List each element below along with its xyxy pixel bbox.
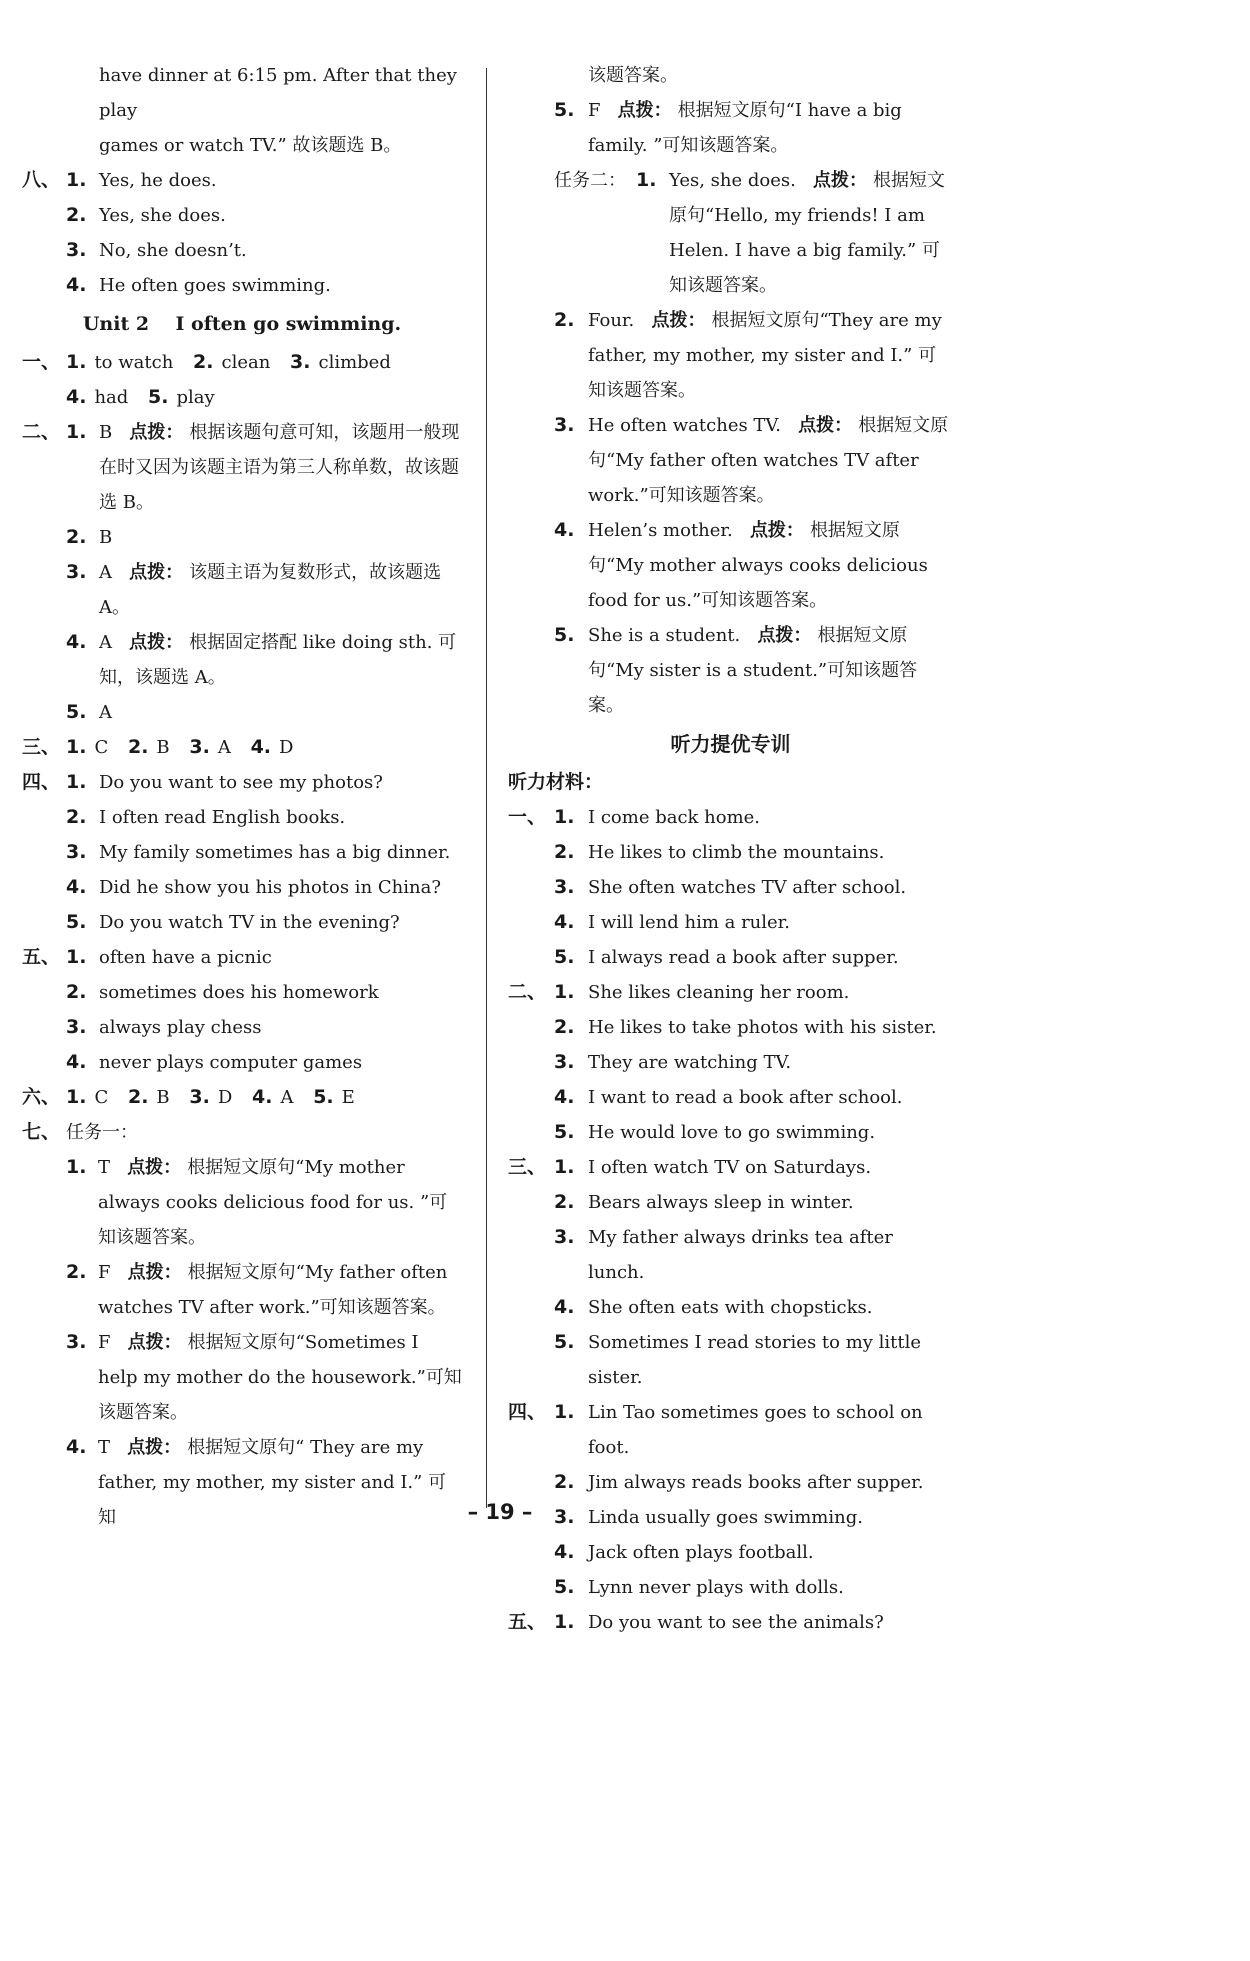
question-number: 3. (66, 841, 87, 863)
listening-text: Lynn never plays with dolls. (588, 1577, 844, 1598)
listening-item (508, 975, 953, 1010)
answer-text: Did he show you his photos in China? (99, 877, 441, 898)
section-label: 二、 (508, 981, 547, 1003)
question-number: 1. (66, 1156, 87, 1178)
listening-text: They are watching TV. (588, 1052, 792, 1073)
section-label: 五、 (508, 1611, 547, 1633)
answer-item (22, 695, 462, 730)
question-number: 1. (66, 771, 87, 793)
left-column (22, 58, 462, 1535)
question-number: 1. (554, 981, 575, 1003)
listening-item (508, 1465, 953, 1500)
listening-text: My father always drinks tea after lunch. (588, 1227, 893, 1283)
question-number: 4. (554, 1296, 575, 1318)
answer-text: Do you watch TV in the evening? (99, 912, 400, 933)
answer-text: F 点拨： 根据短文原句“I have a big family. ”可知该题答案。 (588, 100, 902, 156)
answer-item (22, 765, 462, 800)
question-number: 4. (66, 1436, 87, 1458)
section-label: 八、 (22, 169, 61, 191)
listening-text: He likes to climb the mountains. (588, 842, 885, 863)
question-number: 3. (554, 1506, 575, 1528)
section-label: 三、 (508, 1156, 547, 1178)
answer-item (22, 800, 462, 835)
question-number: 2. (66, 204, 87, 226)
answer-text: Four. 点拨： 根据短文原句“They are my father, my mother, my sister and I.” 可知该题答案。 (588, 310, 942, 401)
question-number: 4. (66, 274, 87, 296)
answer-item (508, 513, 953, 618)
right-column (508, 58, 953, 1640)
answer-item (22, 555, 462, 625)
listening-text: I will lend him a ruler. (588, 912, 791, 933)
answer-item (22, 1010, 462, 1045)
materials-label: 听力材料： (508, 771, 604, 793)
question-number: 1. (554, 1611, 575, 1633)
listening-text: She often watches TV after school. (588, 877, 907, 898)
question-number: 2. (554, 1471, 575, 1493)
listening-text: Jim always reads books after supper. (588, 1472, 924, 1493)
question-number: 4. (554, 1086, 575, 1108)
listening-text: Jack often plays football. (588, 1542, 814, 1563)
task-label: 任务一： (66, 1122, 138, 1143)
column-divider (486, 68, 487, 1508)
answer-item (22, 940, 462, 975)
question-number: 5. (66, 701, 87, 723)
question-number: 2. (66, 981, 87, 1003)
section-label: 三、 (22, 736, 61, 758)
question-number: 2. (554, 309, 575, 331)
listening-text: Do you want to see the animals? (588, 1612, 884, 1633)
answer-text: F 点拨： 根据短文原句“My father often watches TV after work.”可知该题答案。 (98, 1262, 448, 1318)
question-number: 2. (66, 1261, 87, 1283)
answer-item (22, 1080, 462, 1115)
question-number: 4. (66, 1051, 87, 1073)
listening-item (508, 1535, 953, 1570)
answer-text: My family sometimes has a big dinner. (99, 842, 451, 863)
question-number: 3. (66, 561, 87, 583)
question-number: 1. (66, 421, 87, 443)
answer-line: 4. had 5. play (66, 386, 215, 408)
answer-text: A 点拨： 该题主语为复数形式，故该题选 A。 (99, 562, 442, 618)
listening-item (508, 905, 953, 940)
listening-text: He likes to take photos with his sister. (588, 1017, 937, 1038)
section-label: 六、 (22, 1086, 61, 1108)
question-number: 3. (554, 876, 575, 898)
answer-item (22, 625, 462, 695)
listening-text: She likes cleaning her room. (588, 982, 850, 1003)
question-number: 3. (66, 1016, 87, 1038)
answer-item (508, 303, 953, 408)
answer-line: 1. C 2. B 3. A 4. D (66, 736, 294, 758)
answer-text: No, she doesn’t. (99, 240, 247, 261)
answer-item (22, 975, 462, 1010)
answer-text: always play chess (99, 1017, 262, 1038)
answer-item (22, 198, 462, 233)
question-number: 2. (66, 526, 87, 548)
listening-item (508, 1395, 953, 1465)
question-number: 2. (554, 1191, 575, 1213)
listening-text: He would love to go swimming. (588, 1122, 876, 1143)
answer-item (22, 1115, 462, 1150)
answer-item (22, 163, 462, 198)
question-number: 3. (554, 414, 575, 436)
question-number: 2. (66, 806, 87, 828)
listening-text: Linda usually goes swimming. (588, 1507, 863, 1528)
continued-answer: have dinner at 6:15 pm. After that they play (99, 65, 457, 121)
answer-item (22, 870, 462, 905)
listening-text: I always read a book after supper. (588, 947, 899, 968)
question-number: 5. (66, 911, 87, 933)
section-label: 五、 (22, 946, 61, 968)
section-label: 一、 (22, 351, 61, 373)
listening-text: She often eats with chopsticks. (588, 1297, 873, 1318)
answer-item (22, 345, 462, 380)
question-number: 2. (554, 841, 575, 863)
answer-text: never plays computer games (99, 1052, 363, 1073)
question-number: 5. (554, 99, 575, 121)
question-number: 4. (66, 631, 87, 653)
question-number: 3. (554, 1051, 575, 1073)
listening-item (508, 1185, 953, 1220)
answer-text: Do you want to see my photos? (99, 772, 383, 793)
section-label: 一、 (508, 806, 547, 828)
answer-item (22, 1045, 462, 1080)
answer-line: 1. C 2. B 3. D 4. A 5. E (66, 1086, 355, 1108)
listening-item (508, 1220, 953, 1290)
answer-text: B 点拨： 根据该题句意可知，该题用一般现在时又因为该题主语为第三人称单数，故该题选 B。 (99, 422, 460, 513)
answer-text: Yes, he does. (99, 170, 217, 191)
answer-text: T 点拨： 根据短文原句“ They are my father, my mother, my sister and I.” 可知 (98, 1437, 447, 1528)
answer-item (508, 163, 953, 303)
task-label: 任务二： (554, 170, 626, 191)
section-label: 七、 (22, 1121, 61, 1143)
question-number: 5. (554, 1331, 575, 1353)
listening-item (508, 1115, 953, 1150)
listening-item (508, 1290, 953, 1325)
question-number: 1. (66, 946, 87, 968)
listening-item (508, 1045, 953, 1080)
question-number: 5. (554, 946, 575, 968)
question-number: 3. (66, 239, 87, 261)
question-number: 4. (554, 911, 575, 933)
listening-text: I often watch TV on Saturdays. (588, 1157, 872, 1178)
answer-text: A 点拨： 根据固定搭配 like doing sth. 可知，该题选 A。 (99, 632, 457, 688)
answer-item (22, 835, 462, 870)
answer-text: often have a picnic (99, 947, 272, 968)
listening-item (508, 1605, 953, 1640)
answer-text: She is a student. 点拨： 根据短文原句“My sister is a student.”可知该题答案。 (588, 625, 918, 716)
answer-text: He often watches TV. 点拨： 根据短文原句“My father often watches TV after work.”可知该题答案。 (588, 415, 949, 506)
listening-item (508, 1080, 953, 1115)
answer-item (22, 905, 462, 940)
answer-item (22, 268, 462, 303)
question-number: 2. (554, 1016, 575, 1038)
answer-item (508, 93, 953, 163)
question-number: 4. (554, 519, 575, 541)
question-number: 1. (554, 1401, 575, 1423)
question-number: 1. (554, 806, 575, 828)
answer-text: I often read English books. (99, 807, 346, 828)
question-number: 5. (554, 624, 575, 646)
answer-text: F 点拨： 根据短文原句“Sometimes I help my mother do the housework.”可知该题答案。 (98, 1332, 462, 1423)
listening-item (508, 1325, 953, 1395)
answer-text: Helen’s mother. 点拨： 根据短文原句“My mother always cooks delicious food for us.”可知该题答案。 (588, 520, 928, 611)
listening-text: Lin Tao sometimes goes to school on foot. (588, 1402, 923, 1458)
answer-item (22, 1325, 462, 1430)
listening-item (508, 800, 953, 835)
answer-text: T 点拨： 根据短文原句“My mother always cooks delicious food for us. ”可知该题答案。 (98, 1157, 448, 1248)
listening-item (508, 1150, 953, 1185)
question-number: 1. (554, 1156, 575, 1178)
listening-item (508, 1010, 953, 1045)
answer-item (508, 618, 953, 723)
answer-text: B (99, 527, 113, 548)
question-number: 5. (554, 1121, 575, 1143)
section-label: 四、 (22, 771, 61, 793)
answer-item (22, 520, 462, 555)
question-number: 5. (554, 1576, 575, 1598)
listening-item (508, 940, 953, 975)
answer-item (22, 233, 462, 268)
listening-item (508, 870, 953, 905)
page-number: – 19 – (467, 1500, 533, 1524)
listening-text: Sometimes I read stories to my little sister. (588, 1332, 922, 1388)
answer-text: He often goes swimming. (99, 275, 331, 296)
answer-item (22, 415, 462, 520)
section-label: 四、 (508, 1401, 547, 1423)
listening-text: Bears always sleep in winter. (588, 1192, 854, 1213)
answer-line: 1. to watch 2. clean 3. climbed (66, 351, 391, 373)
question-number: 3. (66, 1331, 87, 1353)
listening-item (508, 1570, 953, 1605)
answer-text: Yes, she does. 点拨： 根据短文原句“Hello, my friends! I am Helen. I have a big family.” 可知该题答案。 (669, 170, 945, 296)
answer-item (22, 380, 462, 415)
question-number: 1. (66, 169, 87, 191)
continued-answer: 该题答案。 (588, 65, 678, 86)
listening-title: 听力提优专训 (670, 732, 791, 756)
unit-title: Unit 2 I often go swimming. (82, 313, 402, 335)
section-label: 二、 (22, 421, 61, 443)
answer-item (22, 730, 462, 765)
answer-text: A (99, 702, 112, 723)
answer-item (22, 1150, 462, 1255)
answer-text: sometimes does his homework (99, 982, 379, 1003)
question-number: 4. (554, 1541, 575, 1563)
answer-text: Yes, she does. (99, 205, 226, 226)
question-number: 4. (66, 876, 87, 898)
answer-item (508, 408, 953, 513)
continued-answer: games or watch TV.” 故该题选 B。 (99, 135, 402, 156)
question-number: 1. (636, 169, 657, 191)
answer-item (22, 1255, 462, 1325)
listening-text: I want to read a book after school. (588, 1087, 903, 1108)
question-number: 3. (554, 1226, 575, 1248)
listening-item (508, 835, 953, 870)
listening-text: I come back home. (588, 807, 761, 828)
